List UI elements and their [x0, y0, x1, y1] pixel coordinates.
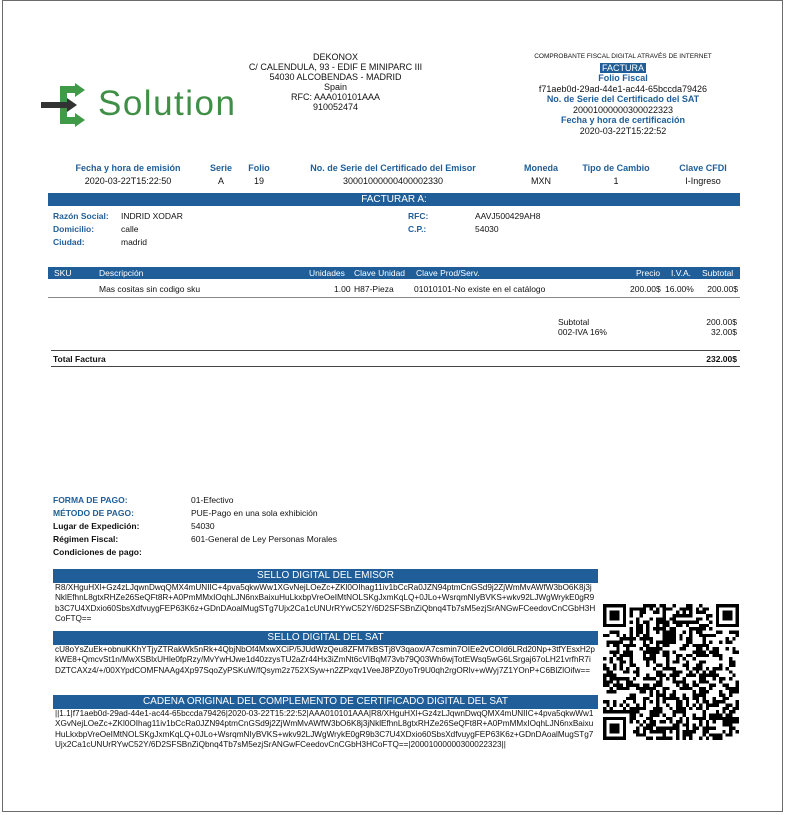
exchange-rate-label: Tipo de Cambio: [582, 163, 650, 173]
item-vat: 16.00%: [665, 284, 694, 294]
address-label: Domicilio:: [53, 224, 95, 234]
business-name-label: Razón Social:: [53, 211, 109, 221]
divider: [51, 350, 740, 351]
payment-form-label: FORMA DE PAGO:: [53, 495, 128, 505]
vat-label: 002-IVA 16%: [558, 327, 607, 337]
col-subtotal: Subtotal: [702, 268, 734, 278]
folio-fiscal-value: f71aeb0d-29ad-44e1-ac44-65bccda79426: [538, 83, 708, 94]
postal-code-label: C.P.:: [408, 224, 427, 234]
items-table-header: [48, 267, 740, 279]
vat-value: 32.00$: [711, 327, 737, 337]
folio-label: Folio: [248, 163, 270, 173]
cfdi-key-label: Clave CFDI: [679, 163, 727, 173]
col-price: Precio: [636, 268, 661, 278]
col-description: Descripción: [99, 268, 144, 278]
cert-date-value: 2020-03-22T15:22:52: [579, 125, 667, 136]
qr-code-icon: [603, 604, 739, 740]
client-rfc-value: AAVJ500429AH8: [475, 211, 541, 221]
cert-date-label: Fecha y hora de certificación: [560, 115, 686, 125]
currency-label: Moneda: [523, 163, 558, 173]
invoice-page: [2, 0, 783, 812]
postal-code-value: 54030: [475, 224, 499, 234]
issuer-info: [228, 52, 443, 112]
issuer-address: C/ CALENDULA, 93 - EDIF E MINIPARC III: [248, 62, 423, 72]
item-unit-key: H87-Pieza: [354, 284, 394, 294]
issuer-rfc: RFC: AAA010101AAA: [290, 92, 381, 102]
emission-date-label: Fecha y hora de emisión: [75, 163, 181, 173]
city-value: madrid: [121, 237, 147, 247]
subtotal-value: 200.00$: [706, 317, 737, 327]
cfdi-key-value: I-Ingreso: [685, 176, 721, 186]
serie-value: A: [217, 176, 224, 186]
sat-seal-section: [53, 631, 598, 676]
company-logo: [41, 81, 241, 129]
serie-label: Serie: [209, 163, 233, 173]
logo-arrows-icon: [41, 83, 91, 127]
original-chain-text: ||1.1|f71aeb0d-29ad-44e1-ac44-65bccda79426|2020-03-22T15:22:52|AAA010101AAA|R8/XHguHXl+Gz4zLJqwnDwqQMX4mUNIIC+4pva5qkwWw1XGvNejLOeZc+ZKl0OIhag11iv1bCcRa0JZN94ptmCnGSd9j2ZjWmMvAWfW3bO6K8j3jNklEfhnL8gtxRHZe26SeQFt8R+A0PmMMxIOqhLJN6nxBaixuHuLkxbpVreOeIMtNOLSKgJxmKqLQ+0JLo+WsrqmNIyBVKS+wkv92LJWgWrykE0gR9b3C7U4XDxio60SbsXdfvuygFEP63K6z+GDnDAoalMugSTg7Ujx2Ca1cUNUrRYwC52Y/6D2SFSBnZiQbnq4Tb7sM5ezjSrANGwFCeedovCnCGbH3HCoFTQ==|20001000000300022323||: [55, 709, 594, 750]
payment-method-label: MÉTODO DE PAGO:: [53, 508, 134, 518]
item-subtotal: 200.00$: [707, 284, 738, 294]
issuer-seal-title: SELLO DIGITAL DEL EMISOR: [53, 569, 598, 583]
issuer-name: DEKONOX: [312, 52, 358, 62]
issuer-country: Spain: [323, 82, 348, 92]
bill-to-header: FACTURAR A:: [48, 193, 740, 206]
address-value: calle: [121, 224, 139, 234]
emitter-cert-label: No. de Serie del Certificado del Emisor: [310, 163, 476, 173]
folio-value: 19: [253, 176, 264, 186]
original-chain-section: [53, 695, 598, 751]
item-units: 1.00: [334, 284, 351, 294]
total-label: Total Factura: [53, 354, 106, 364]
divider: [51, 366, 740, 367]
sat-seal-text: cU8oYsZuEk+obnuKKhYTjyZTRakWk5nRk+4QbjNbOf4MxwXCiP/5JUdWzQeu8ZFM7kBSTj8V3qaox/A7csmin7OIEe2vCOId6LRd20Np+3tfYEsxH2pkWE8+QmcvSt1n/MwXSBlxUHle0fpRzy/MvYwHJwe1d40zzysTU2aZr44Hx3iZmNt6cVIBqM73vb79Q03Wh6wjTotEWsq5wG6LSrgaj67oLH21vrfhR7iDZTCAXz4/+/00XYpdCOMFNAAg4Xp97SqoZyPSKuW/fQsym2z752XSyw+n2ZPxqv1VeeJ8PZ0yoTr9U0qh2rgORlv+wWyj7Z1YOnP+C6BlZlOifw==: [55, 645, 595, 675]
issue-place-label: Lugar de Expedición:: [53, 521, 140, 531]
issuer-seal-text: R8/XHguHXl+Gz4zLJqwnDwqQMX4mUNIIC+4pva5qkwWw1XGvNejLOeZc+ZKl0OIhag11iv1bCcRa0JZN94ptmCnGSd9j2ZjWmMvAWfW3bO6K8j3jNklEfhnL8gtxRHZe26SeQFt8R+A0PmMMxIOqhLJN6nxBaixuHuLkxbpVreOeIMtNOLSKgJxmKqLQ+0JLo+WsrqmNIyBVKS+wkv92LJWgWrykE0gR9b3C7U4XDxio60SbsXdfvuygFEP63K6z+GDnDAoalMugSTg7Ujx2Ca1cUNUrRYwC52Y/6D2SFSBnZiQbnq4Tb7sM5ezjSrANGwFCeedovCnCGbH3HCoFTQ==: [55, 583, 596, 624]
col-vat: I.V.A.: [671, 268, 692, 278]
currency-value: MXN: [531, 176, 551, 186]
table-row: [48, 284, 740, 296]
item-price: 200.00$: [630, 284, 661, 294]
issuer-seal-section: [53, 569, 598, 625]
original-chain-title: CADENA ORIGINAL DEL COMPLEMENTO DE CERTIFICADO DIGITAL DEL SAT: [53, 695, 598, 709]
cfdi-info: [508, 52, 738, 136]
cfdi-type: FACTURA: [601, 62, 644, 73]
emitter-cert-value: 30001000000400002330: [342, 176, 444, 186]
logo-text: Solution: [98, 84, 237, 123]
tax-regime-label: Régimen Fiscal:: [53, 534, 119, 544]
col-unit-key: Clave Unidad: [354, 268, 406, 278]
total-value: 232.00$: [706, 354, 737, 364]
exchange-rate-value: 1: [613, 176, 619, 186]
item-description: Mas cositas sin codigo sku: [99, 284, 201, 294]
item-product-key: 01010101-No existe en el catálogo: [414, 284, 546, 294]
client-rfc-label: RFC:: [408, 211, 429, 221]
col-units: Unidades: [309, 268, 345, 278]
col-product-key: Clave Prod/Serv.: [416, 268, 480, 278]
sat-cert-label: No. de Serie del Certificado del SAT: [546, 94, 700, 104]
folio-fiscal-label: Folio Fiscal: [598, 73, 648, 83]
payment-form-value: 01-Efectivo: [191, 495, 234, 505]
business-name-value: INDRID XODAR: [121, 211, 183, 221]
col-sku: SKU: [54, 268, 72, 278]
sat-seal-title: SELLO DIGITAL DEL SAT: [53, 631, 598, 645]
sat-cert-value: 20001000000300022323: [572, 104, 674, 115]
city-label: Ciudad:: [53, 237, 85, 247]
issue-place-value: 54030: [191, 521, 215, 531]
cfdi-caption: COMPROBANTE FISCAL DIGITAL ATRAVÉS DE INTERNET: [534, 53, 712, 60]
payment-conditions-label: Condiciones de pago:: [53, 547, 142, 557]
divider: [48, 297, 740, 298]
payment-method-value: PUE-Pago en una sola exhibición: [191, 508, 318, 518]
subtotal-label: Subtotal: [558, 317, 590, 327]
issuer-phone: 910052474: [312, 102, 359, 112]
issuer-city: 54030 ALCOBENDAS - MADRID: [269, 72, 402, 82]
tax-regime-value: 601-General de Ley Personas Morales: [191, 534, 337, 544]
emission-date-value: 2020-03-22T15:22:50: [84, 176, 172, 186]
